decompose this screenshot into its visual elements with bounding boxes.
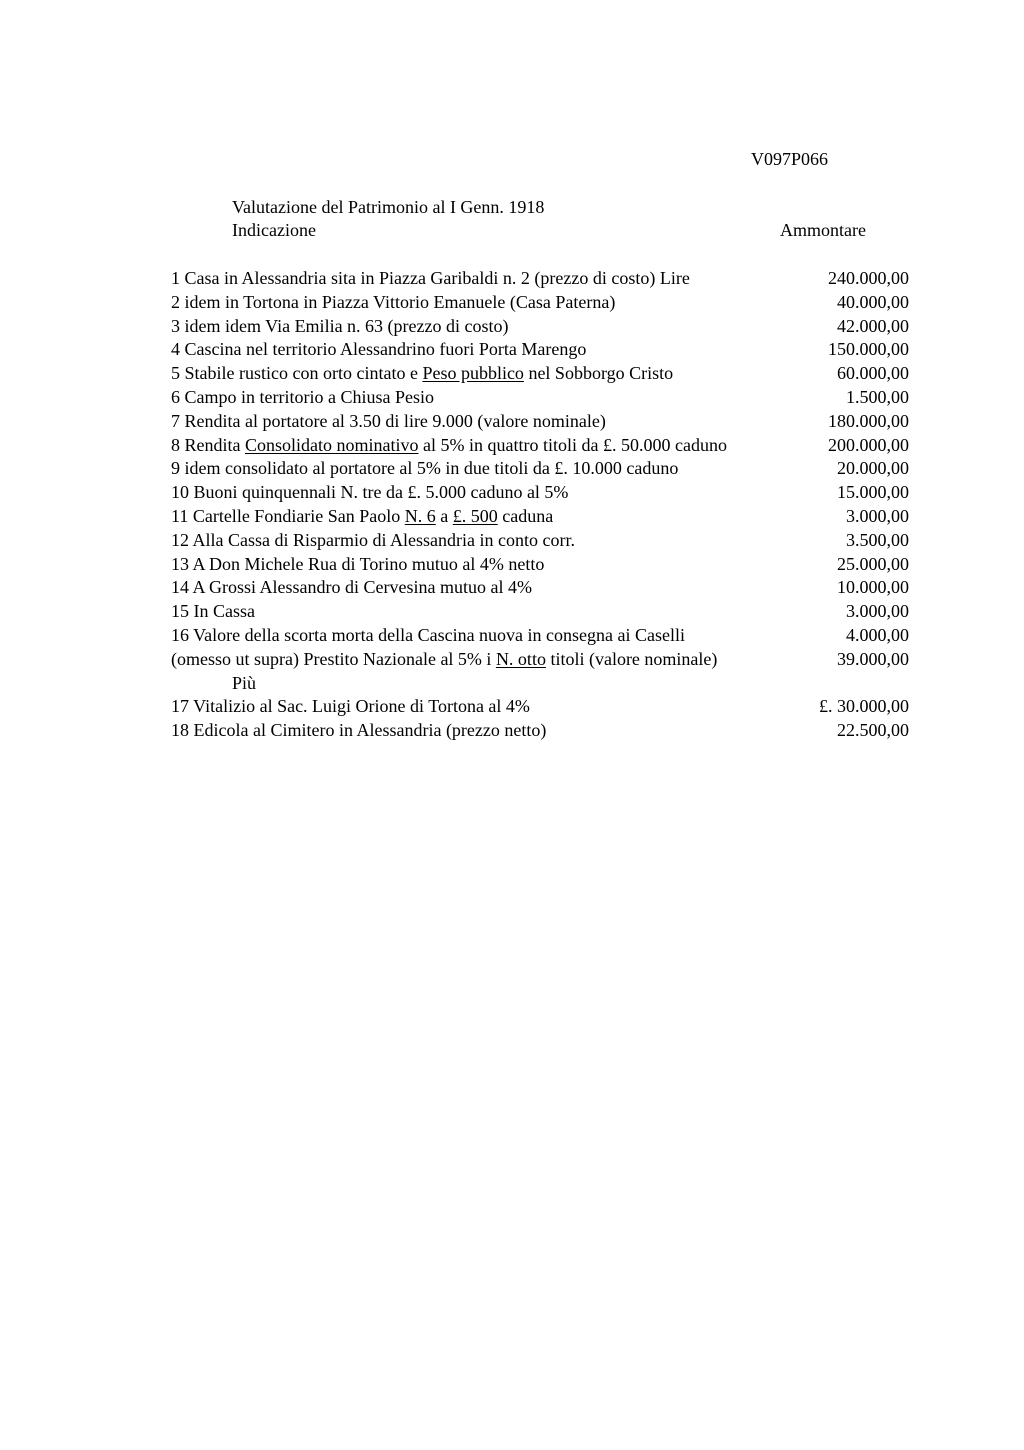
- row-amount: 150.000,00: [828, 339, 909, 360]
- table-row: [171, 719, 911, 743]
- row-description-text: 11 Cartelle Fondiarie San Paolo: [171, 505, 405, 526]
- row-amount: 25.000,00: [837, 553, 909, 574]
- table-row: [171, 434, 911, 458]
- table-row: [171, 600, 911, 624]
- row-description-text: 5 Stabile rustico con orto cintato e: [171, 363, 423, 384]
- row-description-text: nel Sobborgo Cristo: [523, 363, 674, 384]
- row-description: 13 A Don Michele Rua di Torino mutuo al 4% netto: [171, 553, 545, 574]
- row-description: [171, 505, 553, 527]
- row-description-text: 8 Rendita: [171, 434, 245, 455]
- underlined-text: £. 500: [452, 505, 498, 526]
- row-amount: 20.000,00: [837, 458, 909, 479]
- document-id: V097P066: [751, 149, 829, 169]
- row-description: 17 Vitalizio al Sac. Luigi Orione di Tortona al 4%: [171, 696, 530, 717]
- row-amount: 3.000,00: [846, 505, 909, 526]
- column-header-indicazione: Indicazione: [232, 220, 316, 240]
- row-amount: 240.000,00: [828, 268, 909, 288]
- row-amount: 40.000,00: [837, 291, 909, 312]
- row-description: 6 Campo in territorio a Chiusa Pesio: [171, 386, 434, 407]
- table-row: [171, 338, 911, 362]
- table-row: [171, 672, 911, 696]
- row-description: 3 idem idem Via Emilia n. 63 (prezzo di costo): [171, 315, 509, 336]
- row-description: 1 Casa in Alessandria sita in Piazza Garibaldi n. 2 (prezzo di costo) Lire: [171, 268, 690, 288]
- row-amount: 180.000,00: [828, 410, 909, 431]
- table-row: [171, 695, 911, 719]
- row-description: 2 idem in Tortona in Piazza Vittorio Emanuele (Casa Paterna): [171, 291, 616, 312]
- document-title: Valutazione del Patrimonio al I Genn. 1918: [232, 197, 545, 217]
- row-description: 10 Buoni quinquennali N. tre da £. 5.000 caduno al 5%: [171, 482, 569, 503]
- table-row: [171, 505, 911, 529]
- row-amount: 10.000,00: [837, 577, 909, 598]
- table-row: [171, 410, 911, 434]
- row-description-text: a: [435, 505, 453, 526]
- table-row: [171, 481, 911, 505]
- column-header-ammontare: Ammontare: [780, 220, 866, 240]
- table-row: [171, 553, 911, 577]
- row-description-text: titoli (valore nominale): [545, 648, 718, 669]
- table-row: [171, 457, 911, 481]
- row-amount: 15.000,00: [837, 482, 909, 503]
- row-description-piu: Più: [232, 672, 257, 693]
- table-row: [171, 362, 911, 386]
- row-amount: 1.500,00: [846, 386, 909, 407]
- row-description: 16 Valore della scorta morta della Cascina nuova in consegna ai Caselli: [171, 624, 686, 645]
- patrimonio-table: [171, 267, 911, 743]
- row-description: 9 idem consolidato al portatore al 5% in due titoli da £. 10.000 caduno: [171, 458, 679, 479]
- underlined-text: Peso pubblico: [422, 363, 524, 384]
- row-description: 15 In Cassa: [171, 601, 255, 622]
- row-amount: 3.000,00: [846, 601, 909, 622]
- row-amount: 42.000,00: [837, 315, 909, 336]
- row-description-text: al 5% in quattro titoli da £. 50.000 caduno: [418, 434, 727, 455]
- row-amount: 3.500,00: [846, 529, 909, 550]
- row-description: [171, 434, 727, 456]
- row-amount: 200.000,00: [828, 434, 909, 455]
- underlined-text: N. 6: [404, 505, 436, 526]
- table-row: [171, 576, 911, 600]
- row-description-text: (omesso ut supra) Prestito Nazionale al 5% i: [171, 648, 496, 669]
- table-row: [171, 529, 911, 553]
- underlined-text: N. otto: [495, 648, 546, 669]
- row-description: 12 Alla Cassa di Risparmio di Alessandria in conto corr.: [171, 529, 575, 550]
- row-description: [171, 648, 717, 670]
- row-amount: 39.000,00: [837, 648, 909, 669]
- row-description: 14 A Grossi Alessandro di Cervesina mutuo al 4%: [171, 577, 532, 598]
- row-amount: £. 30.000,00: [819, 696, 909, 717]
- row-description: 7 Rendita al portatore al 3.50 di lire 9.000 (valore nominale): [171, 410, 606, 431]
- row-description: 4 Cascina nel territorio Alessandrino fuori Porta Marengo: [171, 339, 587, 360]
- row-amount: 4.000,00: [846, 624, 909, 645]
- table-row: [171, 291, 911, 315]
- row-amount: 22.500,00: [837, 720, 909, 741]
- table-row: [171, 624, 911, 648]
- row-amount: 60.000,00: [837, 363, 909, 384]
- row-description: [171, 362, 673, 384]
- table-row: [171, 315, 911, 339]
- row-description-text: caduna: [497, 505, 554, 526]
- table-row: [171, 267, 911, 291]
- table-row: [171, 648, 911, 672]
- underlined-text: Consolidato nominativo: [245, 434, 419, 455]
- row-description: 18 Edicola al Cimitero in Alessandria (prezzo netto): [171, 720, 547, 741]
- table-row: [171, 386, 911, 410]
